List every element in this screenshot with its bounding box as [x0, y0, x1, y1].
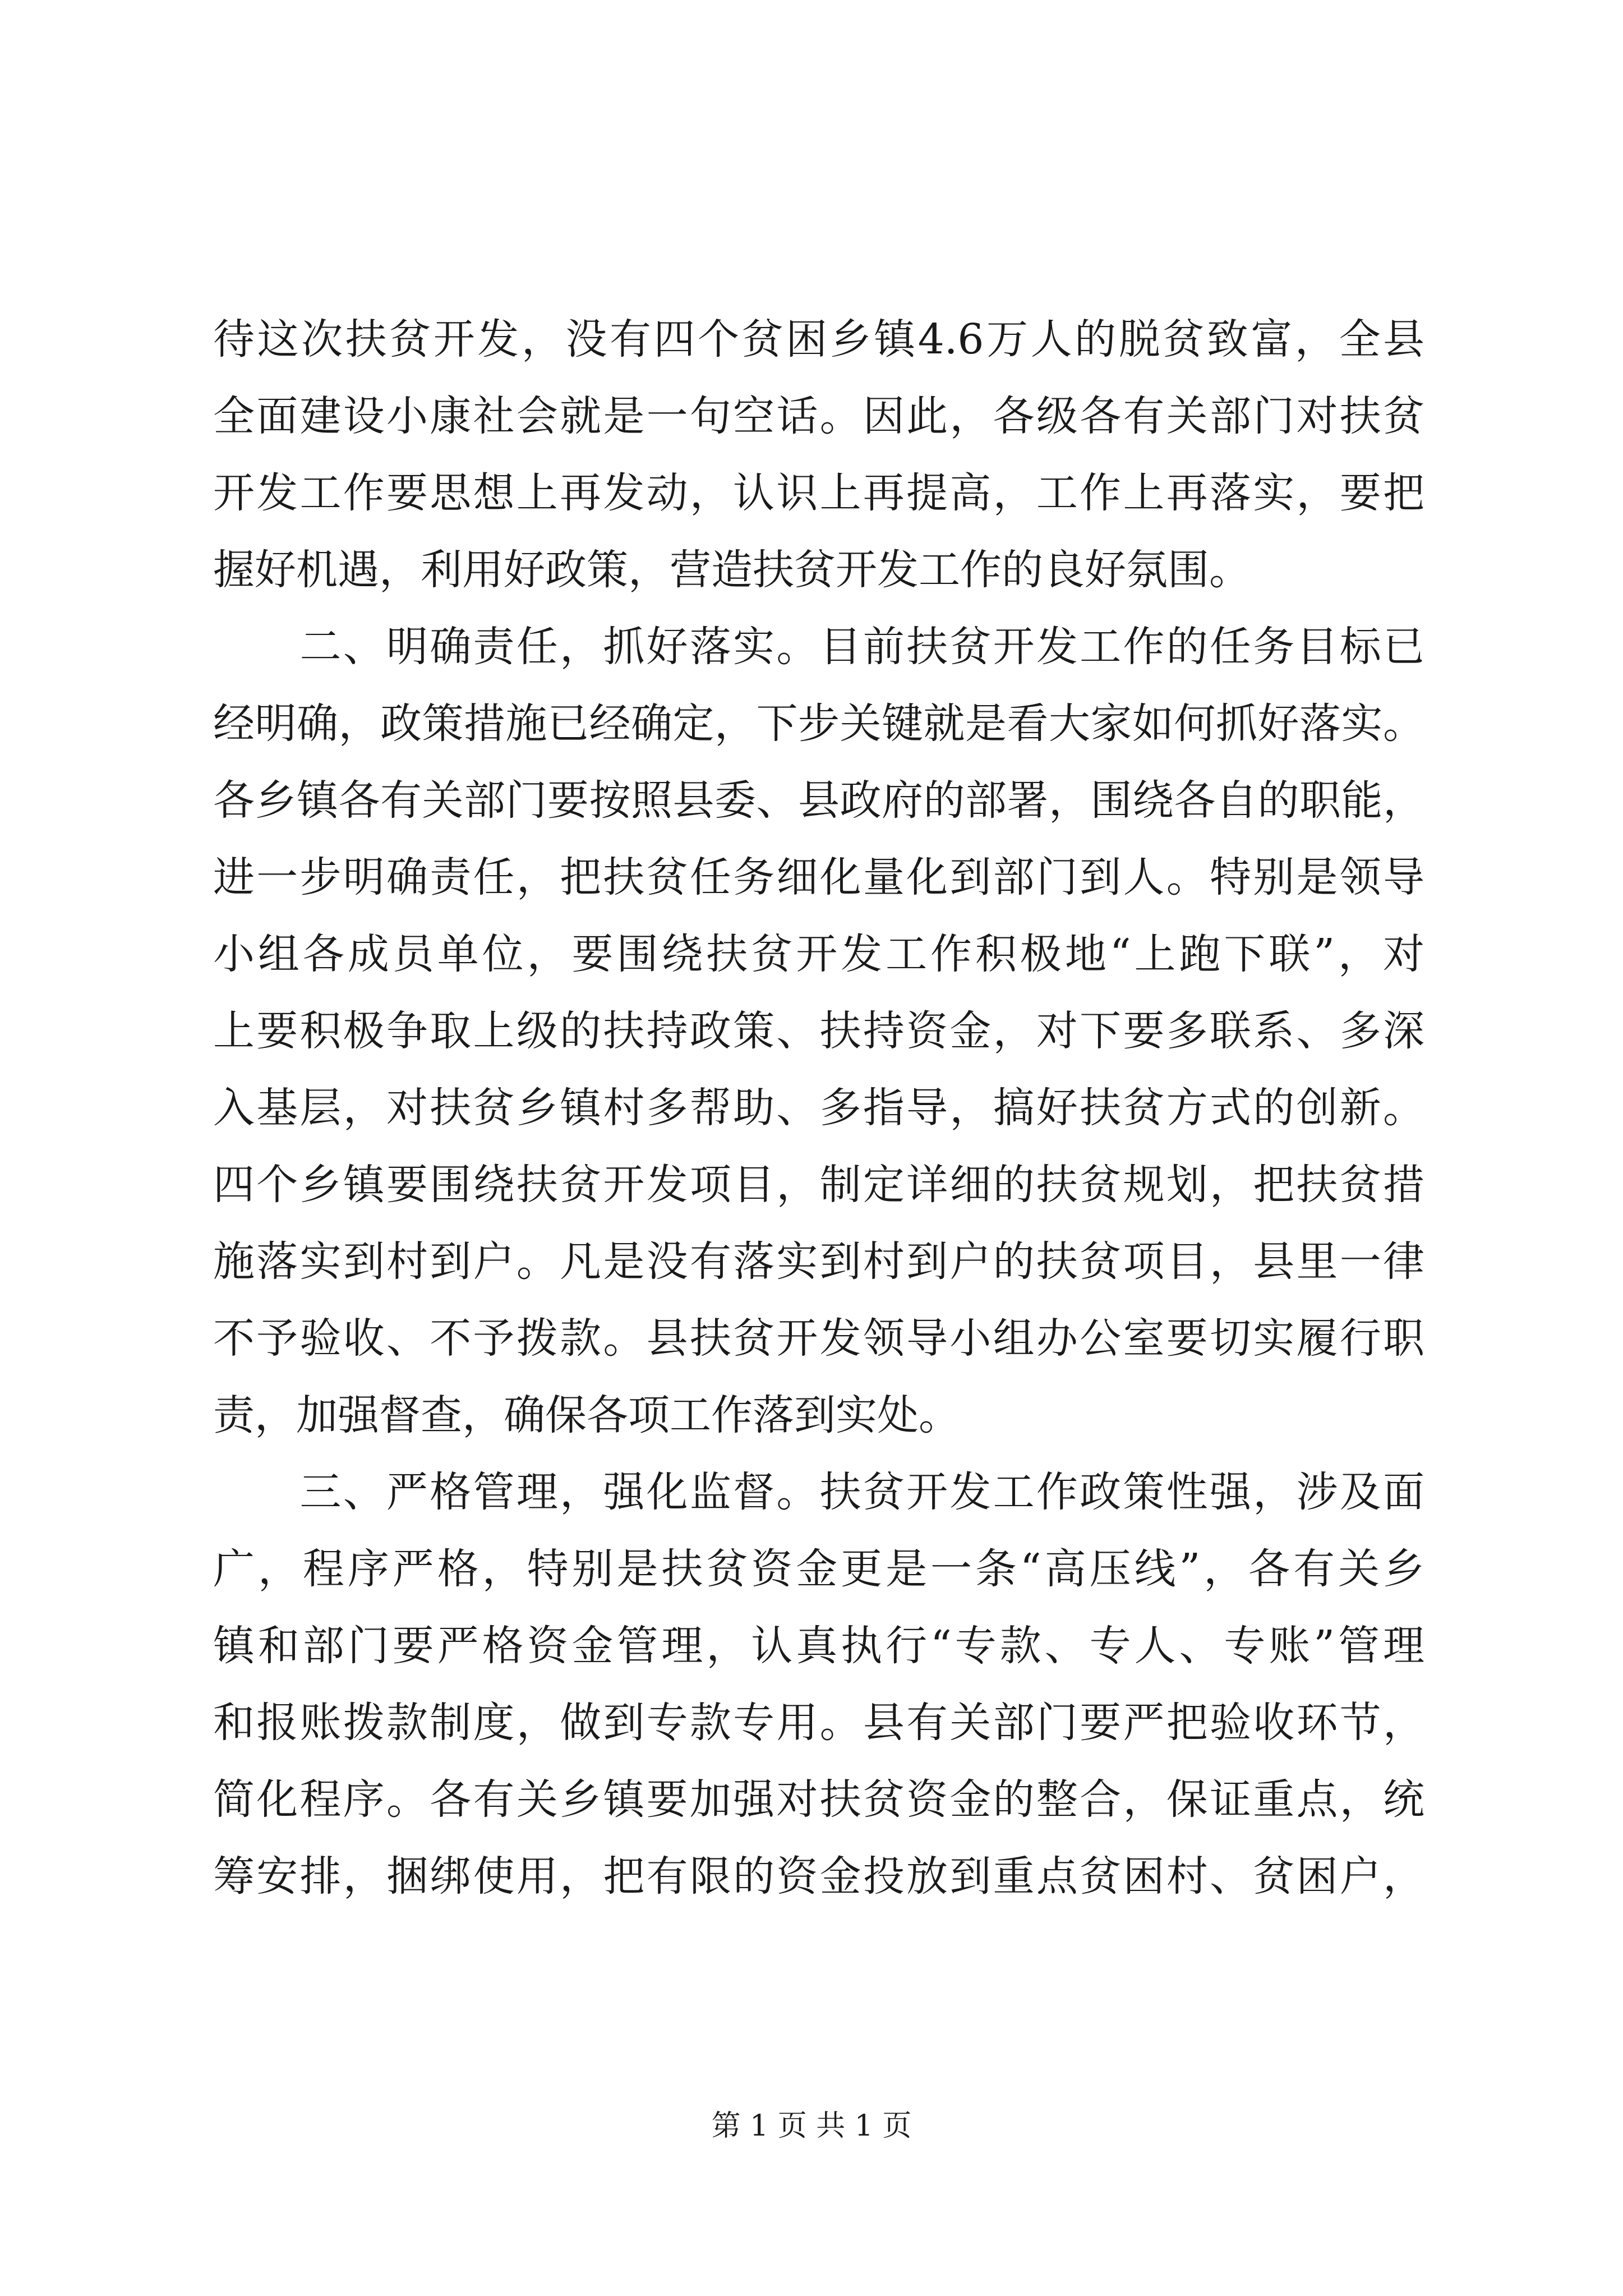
text-line: 责，加强督查，确保各项工作落到实处。: [213, 1391, 960, 1439]
text-line: 进一步明确责任，把扶贫任务细化量化到部门到人。特别是领导: [213, 853, 1424, 901]
text-line: 经明确，政策措施已经确定，下步关键就是看大家如何抓好落实。: [213, 700, 1424, 748]
text-line: 入基层，对扶贫乡镇村多帮助、多指导，搞好扶贫方式的创新。: [213, 1084, 1424, 1132]
text-line: 施落实到村到户。凡是没有落实到村到户的扶贫项目，县里一律: [213, 1237, 1424, 1286]
text-line: 各乡镇各有关部门要按照县委、县政府的部署，围绕各自的职能，: [213, 776, 1424, 825]
text-line: 待这次扶贫开发，没有四个贫困乡镇4.6万人的脱贫致富，全县: [213, 315, 1424, 364]
text-line: 四个乡镇要围绕扶贫开发项目，制定详细的扶贫规划，把扶贫措: [213, 1161, 1424, 1209]
text-line: 开发工作要思想上再发动，认识上再提高，工作上再落实，要把: [213, 469, 1424, 517]
text-line: 三、严格管理，强化监督。扶贫开发工作政策性强，涉及面: [213, 1468, 1424, 1516]
text-line: 二、明确责任，抓好落实。目前扶贫开发工作的任务目标已: [213, 623, 1424, 671]
text-line: 简化程序。各有关乡镇要加强对扶贫资金的整合，保证重点，统: [213, 1775, 1424, 1824]
text-line: 不予验收、不予拨款。县扶贫开发领导小组办公室要切实履行职: [213, 1314, 1424, 1363]
text-line: 上要积极争取上级的扶持政策、扶持资金，对下要多联系、多深: [213, 1007, 1424, 1055]
page-footer: 第 1 页 共 1 页: [711, 2109, 912, 2143]
text-line: 广，程序严格，特别是扶贫资金更是一条“高压线”，各有关乡: [213, 1545, 1424, 1593]
text-line: 镇和部门要严格资金管理，认真执行“专款、专人、专账”管理: [213, 1622, 1424, 1670]
text-line: 全面建设小康社会就是一句空话。因此，各级各有关部门对扶贫: [213, 392, 1424, 440]
text-line: 握好机遇，利用好政策，营造扶贫开发工作的良好氛围。: [213, 546, 1251, 594]
text-line: 小组各成员单位，要围绕扶贫开发工作积极地“上跑下联”，对: [213, 930, 1424, 978]
text-line: 和报账拨款制度，做到专款专用。县有关部门要严把验收环节，: [213, 1699, 1424, 1747]
text-line: 筹安排，捆绑使用，把有限的资金投放到重点贫困村、贫困户，: [213, 1852, 1424, 1901]
